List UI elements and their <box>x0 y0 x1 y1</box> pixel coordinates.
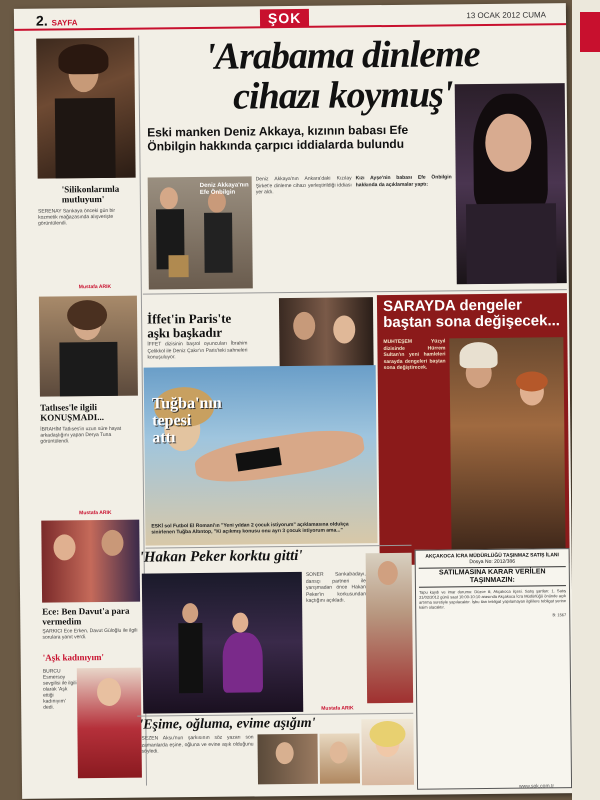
tatlises-author: Mustafa ARIK <box>79 509 112 517</box>
esime-photo-3 <box>361 719 414 786</box>
burcu-photo <box>77 668 142 779</box>
derya-photo <box>39 296 138 397</box>
deniz-akkaya-portrait <box>455 83 567 284</box>
dance-photo <box>142 572 303 714</box>
saray-box <box>377 293 570 565</box>
notice-body: Tapu kaydı ve imar durumu: Düzce ili, Akçakoca ilçesi. Satış şartları: 1. Satış 21/02/2012 günü saat 10:00-10:10 arasında Akçakoca İcra Müdürlüğü önünde açık artırma suretiyle yapılacaktır. İşbu ilan tebligat yapılamayan ilgililere tebligat yerine kaim olacaktır. <box>418 588 567 610</box>
silikon-title: 'Silikonlarımla mutluyum' <box>61 183 120 205</box>
site-footer: www.sok.com.tr <box>519 783 555 790</box>
tatlises-lead: İBRAHİM Tatlıses'in uzun süre hayat arkadaşlığını yapan Derya Tuna görüntülendi. <box>40 425 122 445</box>
tugba-bikini-photo <box>144 365 378 545</box>
iffet-title: İffet'in Paris'te aşkı başkadır <box>147 310 232 341</box>
page-header <box>14 3 566 31</box>
iffet-lead: İFFET dizisinin başrol oyuncuları İbrahim Çelikkol ile Deniz Çakır'ın Paris'teki sahneleri konuşuluyor. <box>147 340 248 361</box>
saray-title: SARAYDA dengeler baştan sona değişecek... <box>382 296 561 332</box>
page-number: 2. SAYFA <box>35 12 78 29</box>
esime-lead: SEZEN Aksu'nun şarkısının söz yazarı son zamanlarda eşine, oğluna ve evine aşık olduğunu söyledi. <box>141 734 254 755</box>
serenay-photo <box>36 38 135 179</box>
tugba-headline: Tuğba'nın tepesi attı <box>151 394 222 447</box>
main-headline: 'Arabama dinleme cihazı koymuş' <box>205 33 480 118</box>
main-deck: Eski manken Deniz Akkaya, kızının babası Efe Önbilgin hakkında çarpıcı iddialarda bulundu <box>147 122 409 154</box>
main-body-col2: Kızı Ayşe'nin babası Efe Önbilgin hakkında da açıklamalar yaptı: <box>355 174 452 188</box>
tatlises-title: Tatlıses'le ilgili KONUŞMADI... <box>40 402 104 423</box>
adjacent-page-edge <box>572 0 600 800</box>
adjacent-logo <box>580 12 600 52</box>
hakan-lead: SONER Sarıkabadayı, dansçı partneri ile yarışmadan önce Hakan Peker'in korkusundan kaçtığını açıkladı. <box>305 571 367 604</box>
notice-header: AKÇAKOCA İCRA MÜDÜRLÜĞÜ TAŞINMAZ SATIŞ İLANI <box>425 552 559 560</box>
notice-title: SATILMASINA KARAR VERİLEN TAŞINMAZIN: <box>419 566 566 588</box>
silikon-lead: SERENAY Sarıkaya önceki gün bir kozmetik mağazasında alışverişte görüntülendi. <box>37 207 116 227</box>
main-body-col1: Deniz Akkaya'nın Ankara'daki Kızılay Şirket'e dinleme cihazı yerleştirildiği iddiası yer aldı. <box>255 175 352 196</box>
hakan-title: 'Hakan Peker korktu gitti' <box>139 547 303 566</box>
silikon-author: Mustafa ARIK <box>78 283 112 291</box>
soner-photo <box>366 553 414 703</box>
ask-kadini-lead: BURCU Esmersoy sevgilisi ile ilgili olarak 'Aşk ettiği kadınıyım' dedi. <box>42 668 77 711</box>
ece-lead: ŞARKICI Ece Erken, Davut Güloğlu ile ilgili sorulara yanıt verdi. <box>42 627 138 641</box>
notice-footer: B: 1567 <box>552 612 567 618</box>
issue-date: 13 OCAK 2012 CUMA <box>466 10 547 21</box>
hakan-author: Mustafa ARIK <box>321 705 354 712</box>
newspaper-page <box>14 3 574 799</box>
couple-caption: Deniz Akkaya'nın Efe Önbilgin <box>199 182 249 196</box>
esime-title: 'Eşime, oğluma, evime aşığım' <box>139 715 316 733</box>
ece-title: Ece: Ben Davut'a para vermedim <box>42 605 130 627</box>
esime-photo-1 <box>257 734 318 785</box>
notice-file-no: Dosya No: 2012/386 <box>469 558 516 566</box>
saray-lead: MUHTEŞEM Yüzyıl dizisinde Hürrem Sultan'ın yeni hamleleri sarayda dengeleri baştan sona değiştirecek. <box>383 338 446 372</box>
ece-photo <box>41 520 140 603</box>
ask-kadini-title: 'Aşk kadınıyım' <box>42 652 105 663</box>
tugba-caption: ESKİ sol Futbol El Romani'ın "Yeni yıldan 2 çocuk istiyorum" açıklamasına oldukça sinirlenen Tuğba Altıntop, "Ki açıkmış konusu onu ayrı 3 çocuk istiyorum ama..." <box>151 521 349 536</box>
legal-notice <box>415 548 573 790</box>
esime-photo-2 <box>319 733 360 783</box>
sok-logo: ŞOK <box>260 9 310 28</box>
